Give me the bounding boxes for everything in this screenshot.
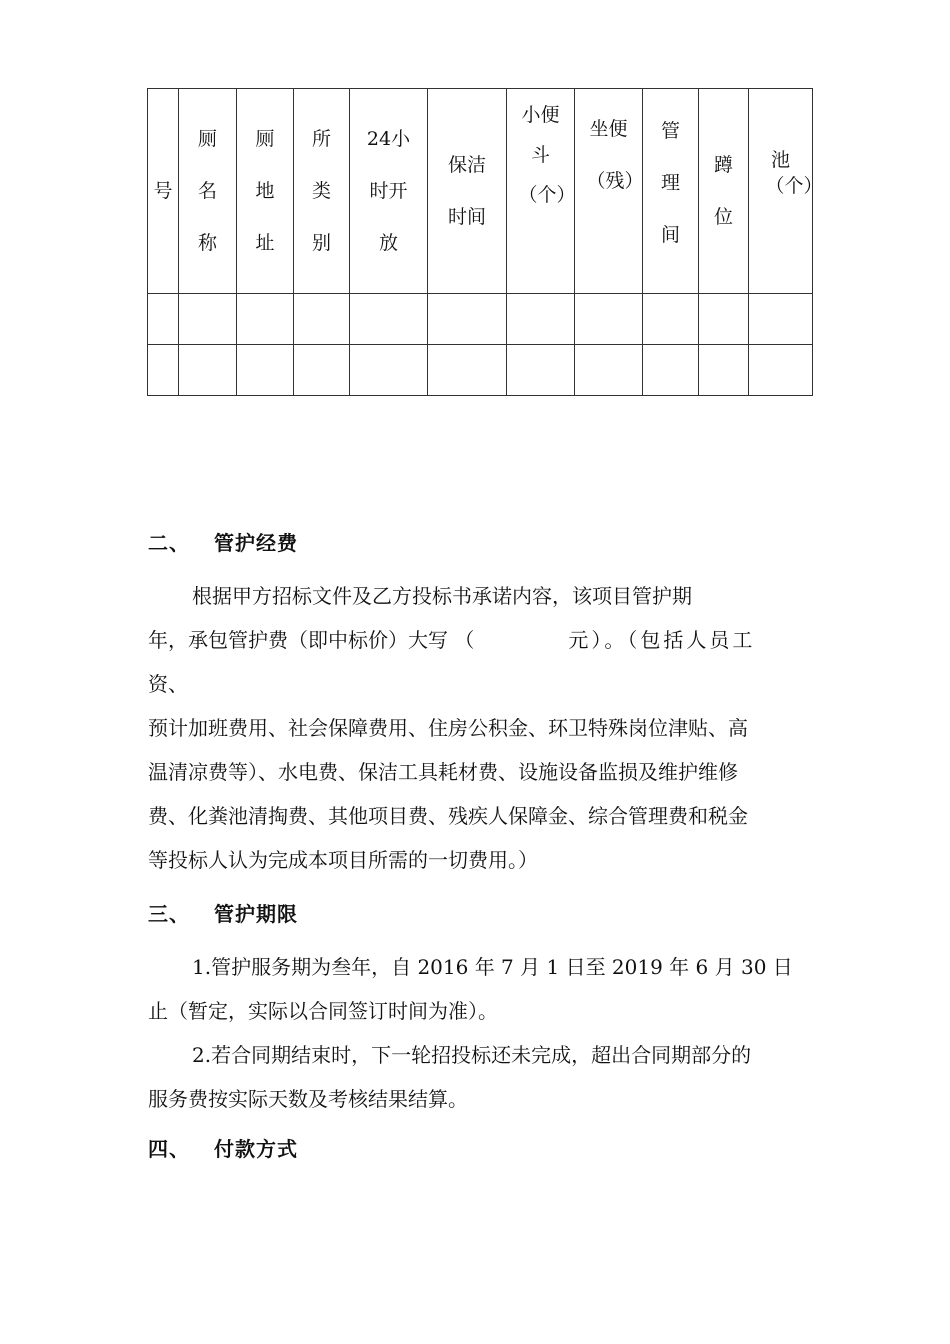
paragraph-line: 温清凉费等）、水电费、保洁工具耗材费、设施设备监损及维护维修	[148, 760, 738, 784]
header-cell: 坐便（残）	[575, 89, 643, 294]
table-cell	[179, 294, 237, 345]
table-cell	[179, 345, 237, 396]
table-header-row	[148, 89, 813, 294]
header-cell: 号	[148, 89, 179, 294]
table-row	[148, 294, 813, 345]
table-cell	[350, 294, 428, 345]
table-cell	[643, 294, 699, 345]
header-cell: 小便斗（个）	[507, 89, 575, 294]
table-cell	[507, 294, 575, 345]
table-cell	[237, 345, 294, 396]
table-cell	[237, 294, 294, 345]
header-cell: 保洁时间	[428, 89, 507, 294]
section-title: 付款方式	[214, 1137, 298, 1161]
table-row	[148, 345, 813, 396]
contract-fee-text-end: 元）。（包括人员工	[568, 628, 756, 652]
toilet-facility-table	[147, 88, 823, 396]
paragraph-line: 预计加班费用、社会保障费用、住房公积金、环卫特殊岗位津贴、高	[148, 716, 748, 740]
table-cell	[749, 294, 813, 345]
table-cell	[148, 294, 179, 345]
paragraph-line: 根据甲方招标文件及乙方投标书承诺内容，该项目管护期	[192, 584, 692, 608]
paragraph-line	[148, 618, 823, 662]
table-cell	[699, 345, 749, 396]
header-cell: 蹲位	[699, 89, 749, 294]
header-cell: 池（个）	[749, 89, 813, 294]
table-cell	[350, 345, 428, 396]
table-cell	[428, 294, 507, 345]
table-cell	[575, 294, 643, 345]
table-cell	[699, 294, 749, 345]
paragraph-line: 费、化粪池清掏费、其他项目费、残疾人保障金、综合管理费和税金	[148, 804, 748, 828]
header-cell: 所类别	[294, 89, 350, 294]
paragraph-line: 等投标人认为完成本项目所需的一切费用。）	[148, 848, 538, 872]
contract-fee-text: 年，承包管护费（即中标价）大写 （	[148, 628, 475, 652]
table-cell	[428, 345, 507, 396]
header-cell: 厕地址	[237, 89, 294, 294]
section-number: 三、	[148, 902, 190, 926]
section-heading-term	[148, 898, 298, 927]
section-heading-payment	[148, 1133, 298, 1162]
section-number: 四、	[148, 1137, 190, 1161]
table-cell	[643, 345, 699, 396]
paragraph-line: 止（暂定，实际以合同签订时间为准）。	[148, 999, 498, 1023]
paragraph-line: 2.若合同期结束时，下一轮招投标还未完成，超出合同期部分的	[192, 1043, 752, 1067]
section-heading-funding	[148, 527, 298, 556]
table-cell	[749, 345, 813, 396]
table-cell	[294, 294, 350, 345]
table-cell	[294, 345, 350, 396]
paragraph-line: 服务费按实际天数及考核结果结算。	[148, 1087, 468, 1111]
paragraph-line: 1.管护服务期为叁年，自 2016 年 7 月 1 日至 2019 年 6 月 30 日	[192, 955, 793, 979]
table-cell	[575, 345, 643, 396]
table-cell	[507, 345, 575, 396]
section-title: 管护期限	[214, 902, 298, 926]
funding-paragraph	[148, 574, 823, 882]
header-cell: 24小时开放	[350, 89, 428, 294]
table-cell	[148, 345, 179, 396]
header-cell: 厕名称	[179, 89, 237, 294]
header-cell: 管理间	[643, 89, 699, 294]
section-number: 二、	[148, 531, 190, 555]
paragraph-line: 资、	[148, 672, 188, 696]
term-paragraph	[148, 945, 823, 1121]
section-title: 管护经费	[214, 531, 298, 555]
